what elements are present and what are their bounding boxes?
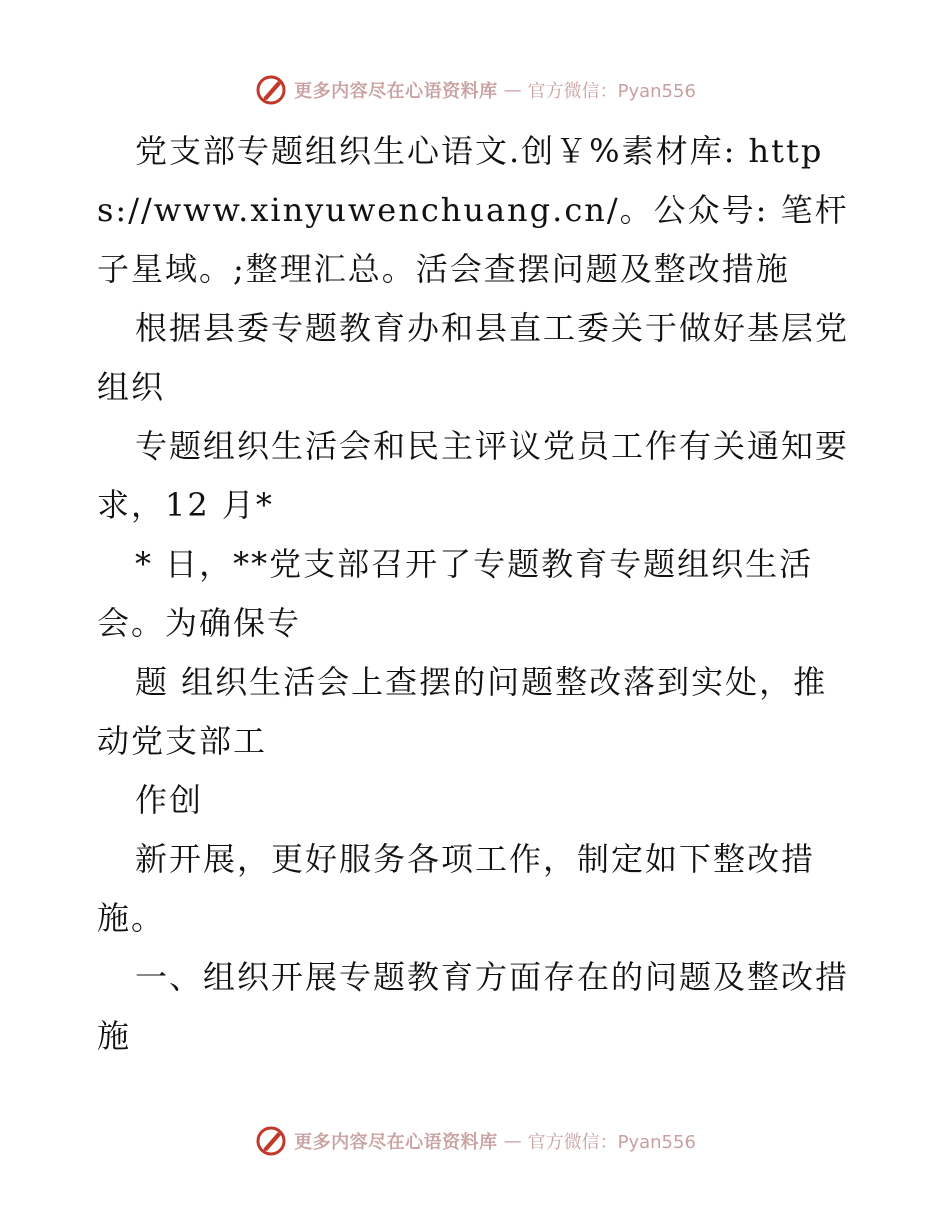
- paragraph: 根据县委专题教育办和县直工委关于做好基层党组织: [97, 309, 850, 406]
- paragraph: 党支部专题组织生心语文.创￥%素材库: https://www.xinyuwenchuang.cn/。公众号: 笔杆子星域。;整理汇总。活会查摆问题及整改措施: [97, 132, 849, 288]
- document-body: [97, 122, 857, 1066]
- paragraph: 新开展，更好服务各项工作，制定如下整改措施。: [97, 840, 816, 937]
- pen-logo-icon: [254, 73, 288, 107]
- watermark-wechat-text: 官方微信：Pyan556: [527, 81, 696, 102]
- watermark-wechat-text: 官方微信：Pyan556: [527, 1132, 696, 1153]
- paragraph: 专题组织生活会和民主评议党员工作有关通知要求，12 月*: [97, 427, 850, 524]
- header-watermark: [0, 70, 950, 110]
- watermark-dash: —: [503, 79, 522, 101]
- watermark-dash: —: [503, 1130, 522, 1152]
- paragraph: 题 组织生活会上查摆的问题整改落到实处，推动党支部工: [97, 663, 828, 760]
- paragraph: 作创: [135, 781, 204, 819]
- pen-logo-icon: [254, 1124, 288, 1158]
- watermark-site-text: 更多内容尽在心语资料库: [294, 1132, 498, 1153]
- paragraph: * 日，**党支部召开了专题教育专题组织生活会。为确保专: [97, 545, 814, 642]
- paragraph: 一、组织开展专题教育方面存在的问题及整改措施: [97, 958, 850, 1055]
- watermark-site-text: 更多内容尽在心语资料库: [294, 81, 498, 102]
- footer-watermark: [0, 1121, 950, 1161]
